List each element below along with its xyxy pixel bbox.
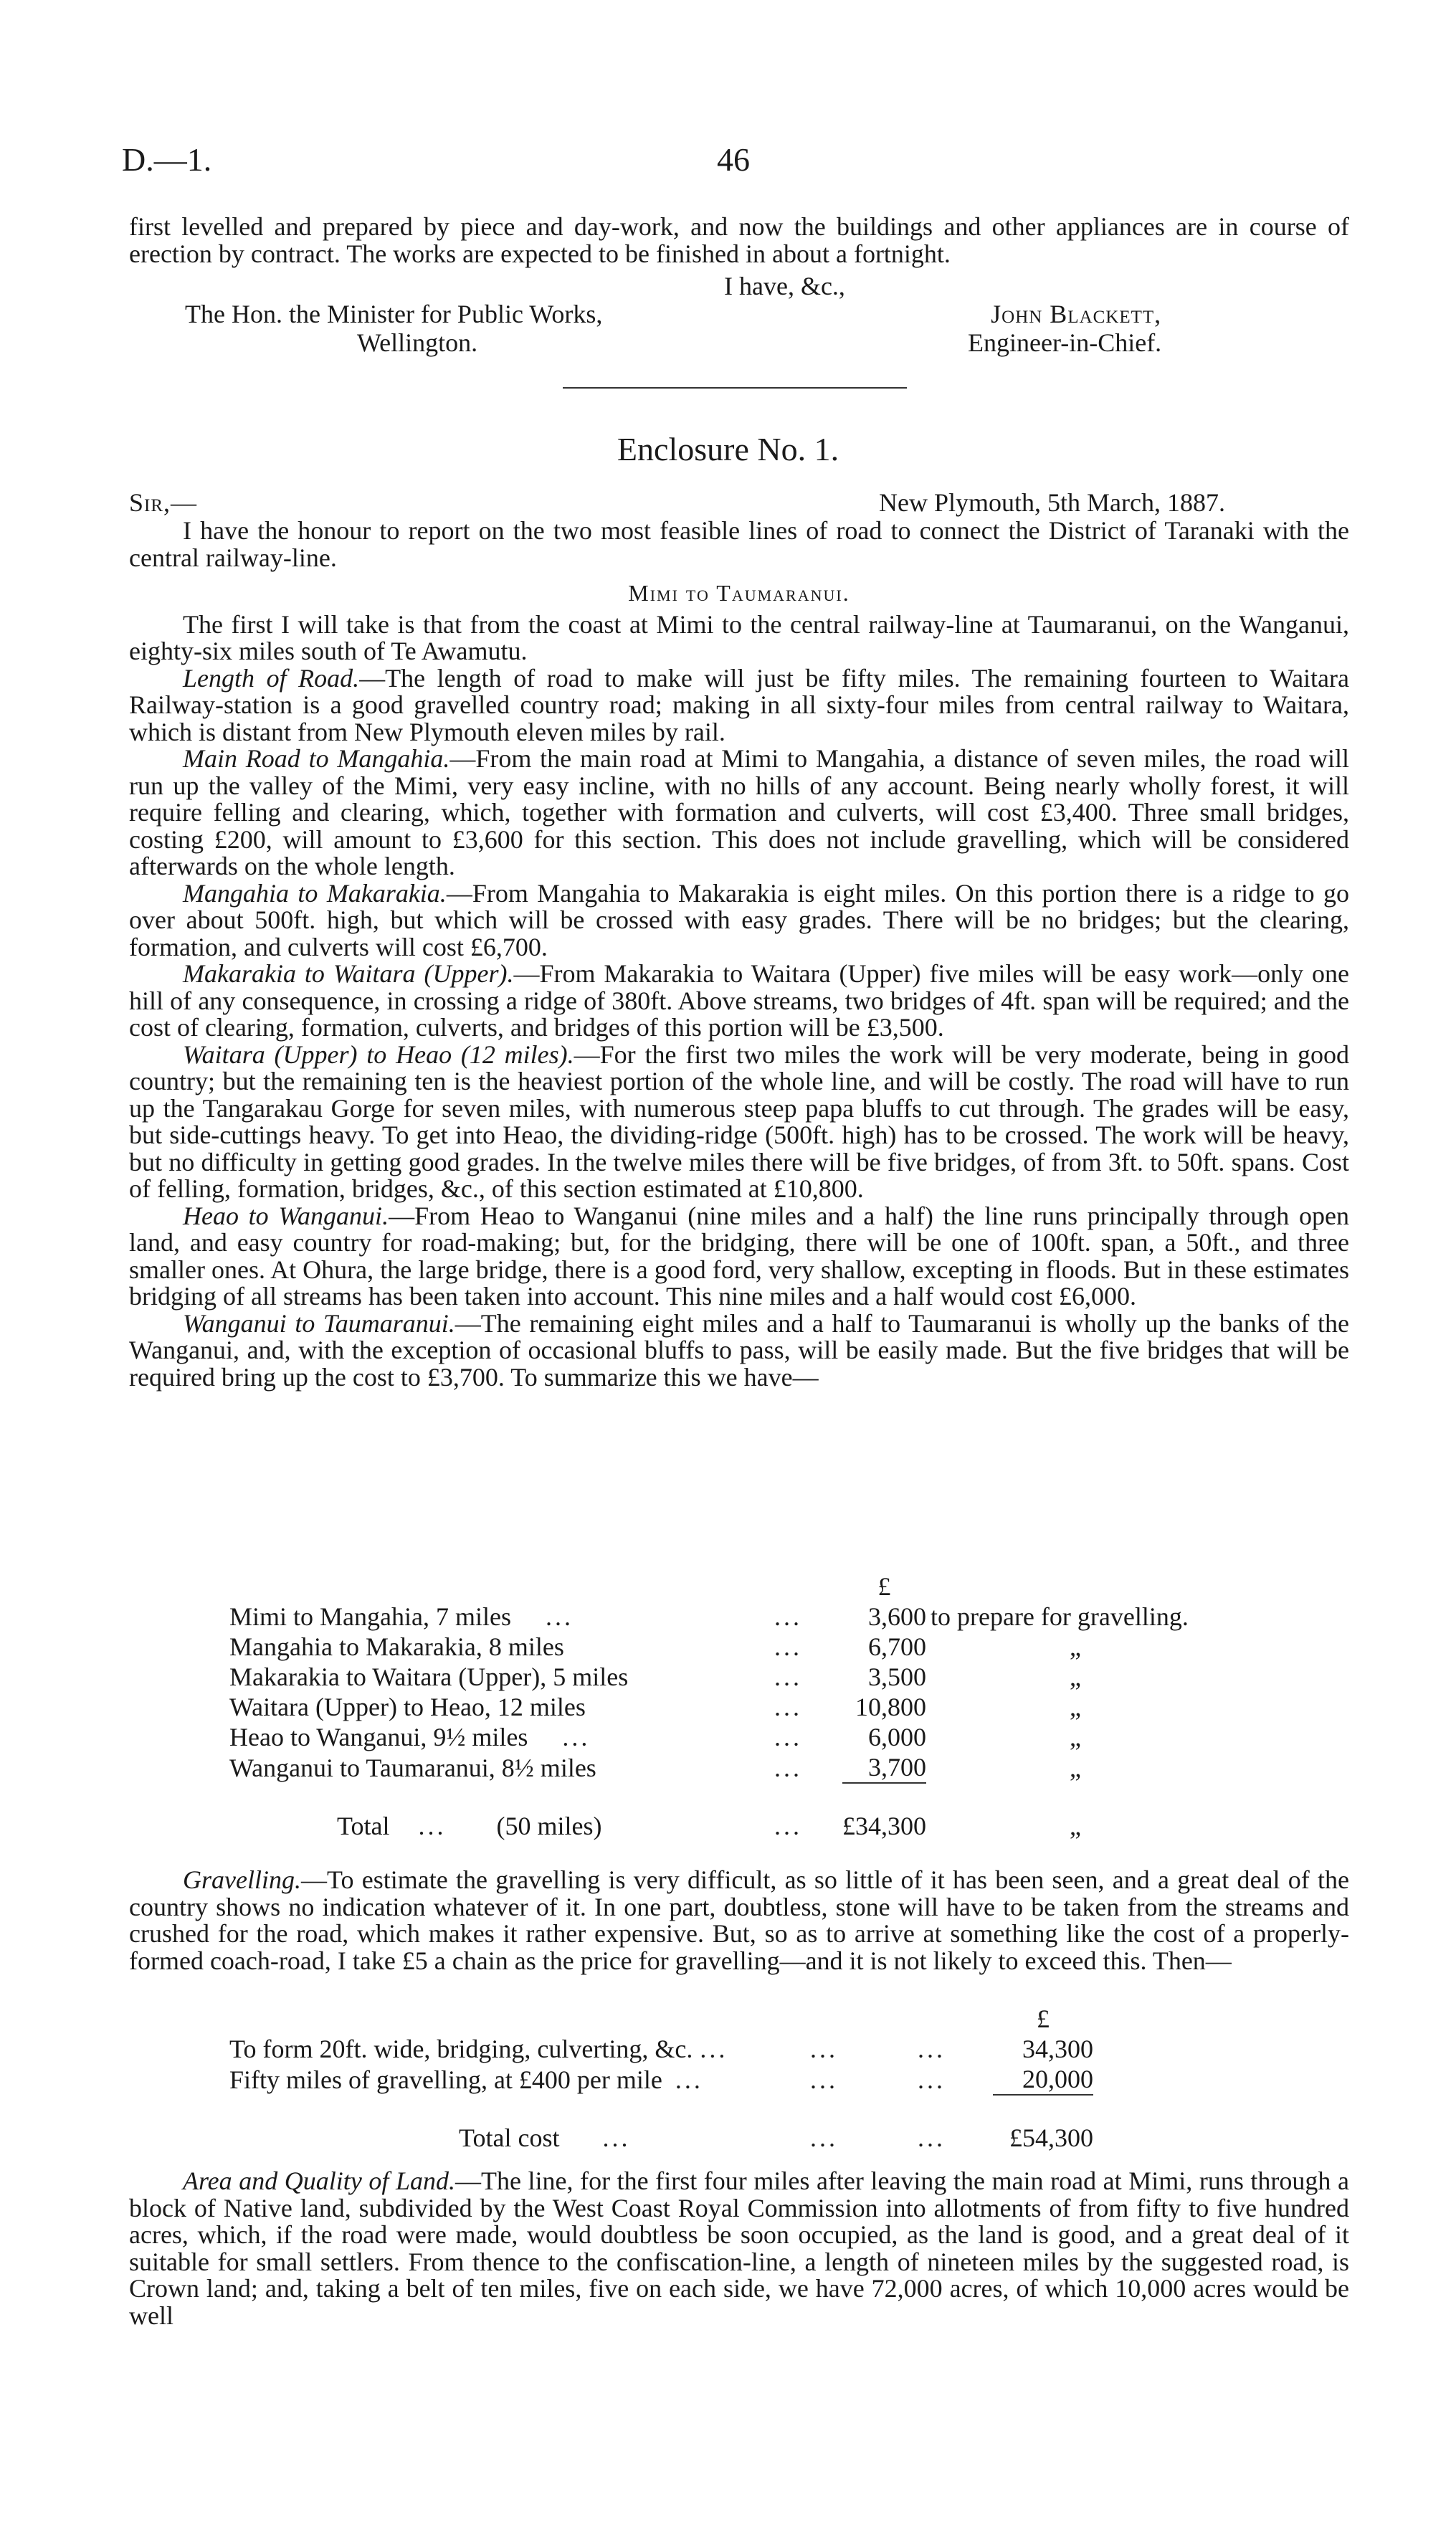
- row-amount: 10,800: [855, 1693, 926, 1721]
- salutation: Sir,—: [129, 488, 198, 517]
- row-amount: 34,300: [1022, 2035, 1093, 2063]
- row-leader-2: ...: [774, 1723, 802, 1751]
- row-leader-3: ...: [918, 2065, 946, 2094]
- paragraph-taumaranui: [129, 1308, 1349, 1392]
- paragraph-heao: [129, 1042, 1349, 1203]
- total-leader-3: ...: [918, 2123, 946, 2152]
- row-leader-2: ...: [774, 1663, 802, 1691]
- paragraph-waitara-text: —From Makarakia to Waitara (Upper) five miles will be easy work—only one hill of any consequence, in crossing a ridge of 380ft. Above streams, two bridges of 4ft. span will be required; and the cost of clearing, formation, culverts, and bridges of this portion will be £3,500.: [129, 959, 1350, 1042]
- addressee-block: [185, 300, 602, 357]
- signer-title: Engineer-in-Chief.: [968, 328, 1162, 357]
- paragraph-waitara-heading: Makarakia to Waitara (Upper).: [183, 959, 514, 988]
- table-row: [229, 1662, 1256, 1692]
- table-total-row: [229, 2123, 1093, 2153]
- signature-block: [968, 300, 1161, 357]
- paragraph-heao-text: —For the first two miles the work will be very moderate, being in good country; but the remaining ten is the heaviest portion of the whole line, and will be costly. The road will have to run up the Tangarakau Gorge for seven miles, with numerous steep papa bluffs to cut through. The grades will be easy, but side-cuttings heavy. To get into Heao, the dividing-ridge (500ft. high) has to be crossed. The work will be heavy, but no difficulty in getting good grades. In the twelve miles there will be five bridges, of from 3ft. to 50ft. spans. Cost of felling, formation, bridges, &c., of this section estimated at £10,800.: [129, 1040, 1349, 1203]
- addressee-line-2: Wellington.: [357, 328, 478, 357]
- row-label: Makarakia to Waitara (Upper), 5 miles: [229, 1663, 629, 1691]
- paragraph-mangahia-heading: Main Road to Mangahia.: [183, 744, 450, 773]
- paragraph-length: [129, 665, 1349, 746]
- paragraph-wanganui-text: —From Heao to Wanganui (nine miles and a half) the line runs principally through open land, and easy country for road-making; but, for the bridging, there will be one of 100ft. span, a 50ft., and three smaller ones. At Ohura, the large bridge, there is a good ford, very shallow, excepting in floods. But in these estimates bridging of all streams has been taken into account. This nine miles and a half would cost £6,000.: [129, 1201, 1349, 1311]
- row-label: Mimi to Mangahia, 7 miles: [229, 1602, 511, 1631]
- page-number: 46: [717, 141, 750, 178]
- total-leader: ...: [602, 2123, 631, 2152]
- document-reference: D.—1.: [122, 141, 212, 178]
- row-amount: 6,700: [868, 1632, 926, 1661]
- paragraph-taumaranui-heading: Wanganui to Taumaranui.: [183, 1308, 455, 1338]
- paragraph-heao-heading: Waitara (Upper) to Heao (12 miles).: [183, 1040, 574, 1069]
- enclosure-title: Enclosure No. 1.: [617, 431, 839, 467]
- total-label: Total cost: [459, 2123, 560, 2152]
- section-heading: Mimi to Taumaranui.: [628, 580, 850, 606]
- table-total-row: [229, 1811, 1256, 1841]
- table-row: [229, 1752, 1256, 1783]
- row-note: „: [1070, 1693, 1081, 1721]
- paragraph-length-text: —The length of road to make will just be fifty miles. The remaining fourteen to Waitara Railway-station is a good gravelled country road; making in all sixty-four miles from central railway to Waitara, which is distant from New Plymouth eleven miles by rail.: [129, 663, 1349, 746]
- gravelling-section: [129, 1867, 1349, 1974]
- paragraph-mangahia-text: —From the main road at Mimi to Mangahia, a distance of seven miles, the road will run up the valley of the Mimi, very easy incline, with no hills of any account. Being nearly wholly forest, it will require felling and clearing, which, together with formation and culverts, will cost £3,400. Three small bridges, costing £200, will amount to £3,600 for this section. This does not include gravelling, which will be considered afterwards on the whole length.: [129, 744, 1349, 880]
- total-miles: (50 miles): [496, 1812, 602, 1840]
- row-amount: 3,700: [868, 1753, 926, 1782]
- row-leader-2: ...: [774, 1693, 802, 1721]
- table-row: [229, 2064, 1093, 2095]
- row-leader-2: ...: [774, 1632, 802, 1661]
- row-leader: ...: [675, 2065, 703, 2094]
- closing-salutation: I have, &c.,: [724, 272, 845, 300]
- signer-name: John Blackett,: [991, 300, 1162, 328]
- paragraph-wanganui: [129, 1203, 1349, 1311]
- paragraph-wanganui-heading: Heao to Wanganui.: [183, 1201, 389, 1230]
- row-leader-2: ...: [774, 1602, 802, 1631]
- total-leader-2: ...: [810, 2123, 838, 2152]
- row-note: „: [1070, 1753, 1081, 1782]
- spacer-row: [229, 2095, 1093, 2123]
- currency-symbol: £: [877, 1572, 891, 1601]
- area-text: —The line, for the first four miles after leaving the main road at Mimi, runs through a block of Native land, subdivided by the West Coast Royal Commission into allotments of from fifty to five hundred acres, which, if the road were made, would doubtless be soon occupied, as the land is good, and a great deal of it suitable for small settlers. From thence to the confiscation-line, a length of nineteen miles by the suggested road, is Crown land; and, taking a belt of ten miles, five on each side, we have 72,000 acres, of which 10,000 acres would be well: [129, 2166, 1349, 2330]
- table-header-row: [229, 2004, 1093, 2034]
- paragraph-makarakia-heading: Mangahia to Makarakia.: [183, 878, 447, 908]
- row-amount: 3,500: [868, 1663, 926, 1691]
- total-label: Total: [337, 1812, 390, 1840]
- row-label: Mangahia to Makarakia, 8 miles: [229, 1632, 564, 1661]
- total-leader-2: ...: [774, 1812, 802, 1840]
- row-note: „: [1070, 1723, 1081, 1751]
- paragraph-makarakia-text: —From Mangahia to Makarakia is eight miles. On this portion there is a ridge to go over about 500ft. high, but which will be crossed with easy grades. There will be no bridges; but the clearing, formation, and culverts will cost £6,700.: [129, 878, 1349, 961]
- table-row: [229, 1632, 1256, 1662]
- row-leader: ...: [700, 2035, 728, 2063]
- row-amount: 3,600: [868, 1602, 926, 1631]
- row-amount: 6,000: [868, 1723, 926, 1751]
- table-row: [229, 1692, 1256, 1722]
- addressee-line-1: The Hon. the Minister for Public Works,: [185, 300, 603, 328]
- paragraph-route: The first I will take is that from the coast at Mimi to the central railway-line at Taumaranui, on the Wanganui, eighty-six miles south of Te Awamutu.: [129, 609, 1349, 665]
- closing-paragraph-text: first levelled and prepared by piece and day-work, and now the buildings and other appliances are in course of erection by contract. The works are expected to be finished in about a fortnight.: [129, 212, 1349, 268]
- row-leader-3: ...: [918, 2035, 946, 2063]
- section-cost-table: [229, 1571, 1256, 1841]
- row-leader-2: ...: [774, 1753, 802, 1782]
- row-amount: 20,000: [1022, 2065, 1093, 2093]
- total-amount: £34,300: [842, 1812, 926, 1840]
- gravelling-text: —To estimate the gravelling is very difficult, as so little of it has been seen, and a great deal of the country shows no indication whatever of it. In one part, doubtless, stone will have to be taken from the streams and crushed for the road, which makes it rather expensive. But, so as to arrive at something like the cost of a properly-formed coach-road, I take £5 a chain as the price for gravelling—and it is not likely to exceed this. Then—: [129, 1865, 1349, 1975]
- currency-symbol: £: [1037, 2004, 1050, 2033]
- gravelling-heading: Gravelling.: [183, 1865, 301, 1894]
- total-note: „: [1070, 1812, 1081, 1840]
- row-note: „: [1070, 1663, 1081, 1691]
- total-cost-table: [229, 2004, 1093, 2153]
- table-header-row: [229, 1571, 1256, 1602]
- row-leader-2: ...: [810, 2065, 838, 2094]
- row-label: Waitara (Upper) to Heao, 12 miles: [229, 1693, 586, 1721]
- paragraph-waitara: [129, 961, 1349, 1042]
- area-heading: Area and Quality of Land.: [183, 2166, 455, 2195]
- paragraph-mangahia: [129, 746, 1349, 880]
- row-leader-2: ...: [810, 2035, 838, 2063]
- table-row: [229, 1722, 1256, 1752]
- intro-paragraph: I have the honour to report on the two most feasible lines of road to connect the District of Taranaki with the central railway-line.: [129, 516, 1349, 572]
- closing-paragraph: [129, 214, 1349, 267]
- paragraph-taumaranui-text: —The remaining eight miles and a half to Taumaranui is wholly up the banks of the Wanganui, and, with the exception of occasional bluffs to pass, will be easily made. But the five bridges that will be required bring up the cost to £3,700. To summarize this we have—: [129, 1308, 1349, 1392]
- row-leader: ...: [562, 1723, 591, 1751]
- row-label: To form 20ft. wide, bridging, culverting, &c.: [229, 2035, 693, 2063]
- area-section: [129, 2168, 1349, 2329]
- letter-date: New Plymouth, 5th March, 1887.: [879, 488, 1225, 517]
- row-note: „: [1070, 1632, 1081, 1661]
- section-divider: [563, 387, 907, 389]
- row-leader: ...: [545, 1602, 574, 1631]
- total-amount: £54,300: [1009, 2123, 1093, 2152]
- row-label: Wanganui to Taumaranui, 8½ miles: [229, 1753, 596, 1782]
- report-body: [129, 518, 1349, 1391]
- paragraph-length-heading: Length of Road.: [183, 663, 360, 693]
- spacer-row: [229, 1783, 1256, 1811]
- total-leader: ...: [418, 1812, 447, 1840]
- row-label: Fifty miles of gravelling, at £400 per mile: [229, 2065, 662, 2094]
- paragraph-makarakia: [129, 880, 1349, 961]
- row-label: Heao to Wanganui, 9½ miles: [229, 1723, 528, 1751]
- table-row: [229, 2034, 1093, 2064]
- row-note: to prepare for gravelling.: [931, 1602, 1189, 1631]
- table-row: [229, 1602, 1256, 1632]
